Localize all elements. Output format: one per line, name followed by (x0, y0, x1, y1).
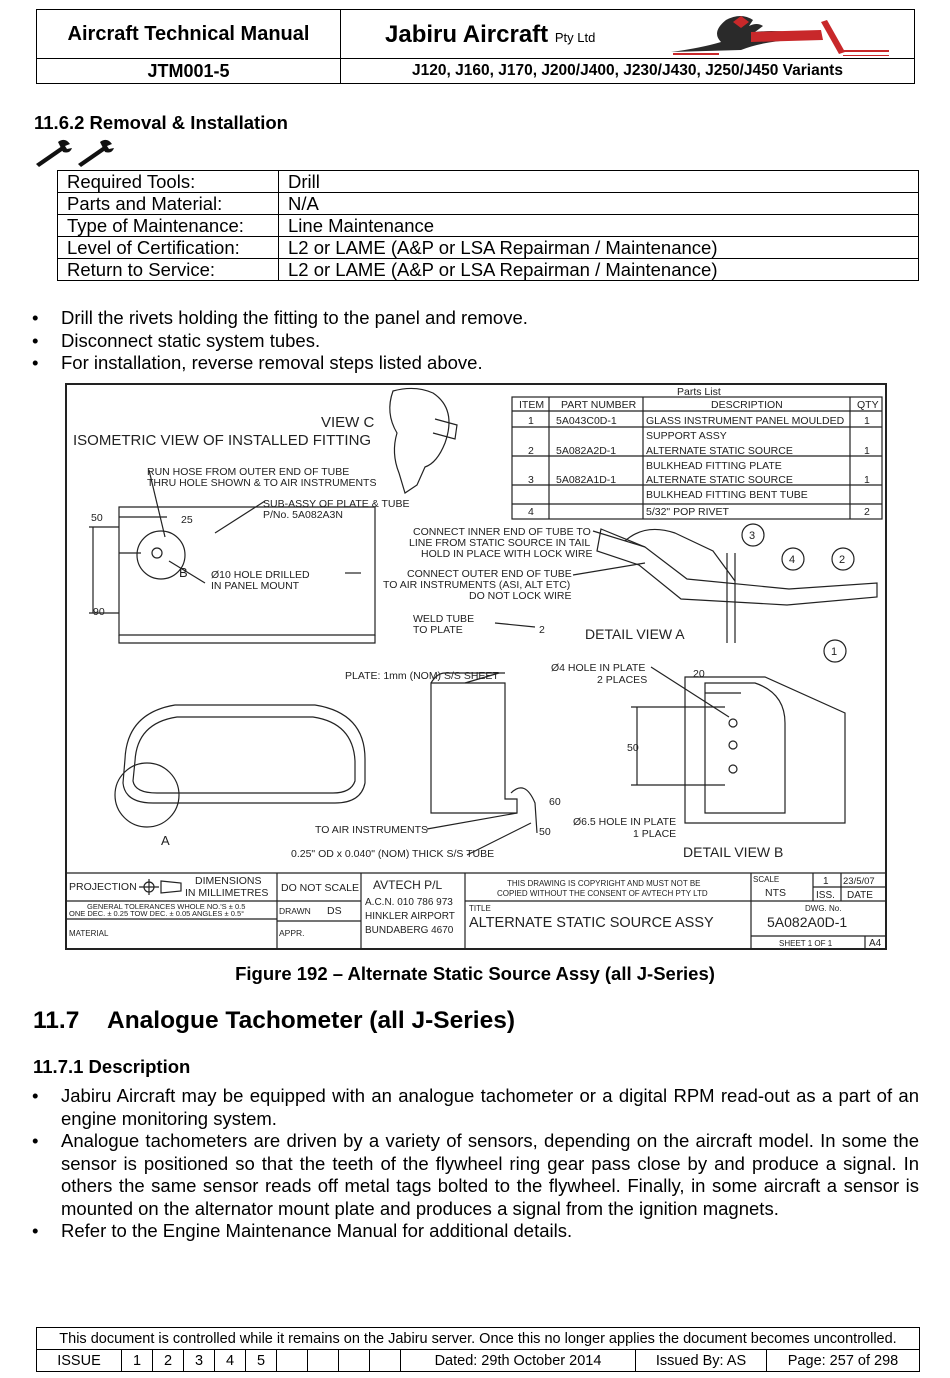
tube-note: 0.25" OD x 0.040" (NOM) THICK S/S TUBE (291, 848, 495, 860)
tb-date: DATE (847, 890, 873, 901)
iso-title: ISOMETRIC VIEW OF INSTALLED FITTING (73, 432, 372, 449)
sub-heading-description: 11.7.1 Description (33, 1056, 191, 1077)
tb-dimensions-2: IN MILLIMETRES (185, 887, 269, 899)
tb-acn: A.C.N. 010 786 973 (365, 897, 453, 908)
tb-scale-label: SCALE (753, 875, 780, 884)
svg-text:3: 3 (749, 530, 756, 542)
tb-title-label: TITLE (469, 904, 491, 913)
view-c-label: VIEW C (321, 414, 375, 431)
dim-50: 50 (91, 512, 103, 524)
tb-projection: PROJECTION (69, 881, 137, 893)
plate-note: PLATE: 1mm (NOM) S/S SHEET (345, 670, 499, 682)
parts-row-desc1: ALTERNATE STATIC SOURCE (646, 445, 793, 457)
tb-dimensions-1: DIMENSIONS (195, 875, 262, 887)
hole4-note-2: 2 PLACES (597, 674, 648, 686)
dim-60: 60 (549, 796, 561, 808)
issue-cell: 5 (246, 1350, 277, 1372)
tb-address-2: BUNDABERG 4670 (365, 925, 454, 936)
tb-copyright-2: COPIED WITHOUT THE CONSENT OF AVTECH PTY LTD (497, 889, 708, 898)
tb-sheet: SHEET 1 OF 1 (779, 939, 833, 948)
section-heading-tachometer: 11.7 Analogue Tachometer (all J-Series) (33, 1007, 515, 1034)
tb-date-value: 23/5/07 (843, 876, 875, 887)
issue-cell (308, 1350, 339, 1372)
tachometer-description (34, 1085, 919, 1243)
manual-title: Aircraft Technical Manual (37, 10, 341, 59)
detail-b-label: DETAIL VIEW B (683, 844, 784, 860)
parts-header-desc: DESCRIPTION (711, 399, 783, 411)
tb-dwg-label: DWG. No. (805, 904, 842, 913)
table-value: L2 or LAME (A&P or LSA Repairman / Maintenance) (279, 237, 919, 259)
document-number: JTM001-5 (37, 59, 341, 84)
parts-row-desc1: ALTERNATE STATIC SOURCE (646, 474, 793, 486)
svg-text:2: 2 (839, 554, 846, 566)
table-value: Line Maintenance (279, 215, 919, 237)
note-sub-2: P/No. 5A082A3N (263, 509, 343, 521)
weld-note-1: WELD TUBE (413, 613, 475, 625)
note-hose-2: THRU HOLE SHOWN & TO AIR INSTRUMENTS (147, 477, 377, 489)
hole65-note-2: 1 PLACE (633, 828, 677, 840)
issue-cell (277, 1350, 308, 1372)
document-header (36, 9, 915, 84)
dated: Dated: 29th October 2014 (401, 1350, 636, 1372)
document-footer (36, 1327, 920, 1372)
section-heading-removal: 11.6.2 Removal & Installation (34, 112, 288, 133)
tb-company: AVTECH P/L (373, 878, 443, 892)
parts-row-part: 5A043C0D-1 (556, 415, 617, 427)
parts-row-item: 4 (528, 506, 534, 518)
table-key: Parts and Material: (58, 193, 279, 215)
parts-row-item: 3 (528, 474, 534, 486)
list-item: • Disconnect static system tubes. (34, 330, 919, 353)
tb-address-1: HINKLER AIRPORT (365, 911, 455, 922)
parts-row-qty: 2 (864, 506, 870, 518)
parts-row-item: 2 (528, 445, 534, 457)
hole-note-2: IN PANEL MOUNT (211, 580, 300, 592)
parts-row-qty: 1 (864, 415, 870, 427)
hole65-note-1: Ø6.5 HOLE IN PLATE (573, 816, 677, 828)
table-row (58, 193, 919, 215)
callout-2: 2 (539, 624, 545, 636)
label-a: A (161, 833, 170, 848)
issued-by: Issued By: AS (636, 1350, 767, 1372)
dim-25: 25 (181, 514, 193, 526)
tb-size: A4 (869, 938, 882, 949)
svg-text:4: 4 (789, 554, 796, 566)
parts-header-qty: QTY (857, 399, 879, 411)
dim-90: 90 (93, 606, 105, 618)
inner-note-2: LINE FROM STATIC SOURCE IN TAIL (409, 537, 591, 549)
parts-row-qty: 1 (864, 445, 870, 457)
engineering-drawing (65, 383, 887, 950)
issue-cell: 4 (215, 1350, 246, 1372)
parts-row-part: 5A082A1D-1 (556, 474, 617, 486)
parts-row-desc1: 5/32" POP RIVET (646, 506, 729, 518)
weld-note-2: TO PLATE (413, 624, 463, 636)
note-sub-1: SUB-ASSY OF PLATE & TUBE (263, 498, 410, 510)
tb-appr: APPR. (279, 928, 305, 938)
list-item: • Jabiru Aircraft may be equipped with an analogue tachometer or a digital RPM read-out as a part of an engine monitoring system. (34, 1085, 919, 1130)
tb-tolerances-1: GENERAL TOLERANCES WHOLE NO.'S ± 0.5 (87, 902, 246, 911)
svg-text:1: 1 (831, 646, 838, 658)
tb-material: MATERIAL (69, 929, 109, 938)
table-value: L2 or LAME (A&P or LSA Repairman / Maintenance) (279, 259, 919, 281)
control-note: This document is controlled while it remains on the Jabiru server. Once this no longer applies the document becomes uncontrolled. (37, 1328, 920, 1350)
tools-table (57, 170, 919, 281)
tb-drawn-by: DS (327, 905, 342, 917)
tb-title: ALTERNATE STATIC SOURCE ASSY (469, 915, 714, 931)
parts-row-part: 5A082A2D-1 (556, 445, 617, 457)
note-hose-1: RUN HOSE FROM OUTER END OF TUBE (147, 466, 350, 478)
variants: J120, J160, J170, J200/J400, J230/J430, J250/J450 Variants (341, 59, 915, 84)
list-item: • Refer to the Engine Maintenance Manual for additional details. (34, 1220, 919, 1243)
table-row (58, 171, 919, 193)
parts-header-part: PART NUMBER (561, 399, 637, 411)
table-row (58, 237, 919, 259)
issue-cell: 3 (184, 1350, 215, 1372)
table-key: Return to Service: (58, 259, 279, 281)
table-value: Drill (279, 171, 919, 193)
tb-copyright-1: THIS DRAWING IS COPYRIGHT AND MUST NOT BE (507, 879, 701, 888)
table-key: Level of Certification: (58, 237, 279, 259)
issue-cell: 2 (153, 1350, 184, 1372)
tb-drawn: DRAWN (279, 906, 311, 916)
table-row (58, 259, 919, 281)
parts-row-desc1: GLASS INSTRUMENT PANEL MOULDED (646, 415, 845, 427)
dim-20: 20 (693, 668, 705, 680)
tb-iss-value: 1 (823, 876, 829, 887)
removal-steps (34, 307, 919, 375)
spanner-icon (34, 138, 116, 170)
detail-a-label: DETAIL VIEW A (585, 626, 685, 642)
outer-note-1: CONNECT OUTER END OF TUBE (407, 568, 572, 580)
list-item: • Analogue tachometers are driven by a variety of sensors, depending on the aircraft model. In some the sensor is positioned so that the teeth of the flywheel ring gear pass close by and produce a signal. In others the same sensor reads off metal tags bolted to the flywheel. Finally, in some aircraft a sensor is mounted on the alternator mount plate and produces a signal from the ignition magnets. (34, 1130, 919, 1220)
issue-cell (370, 1350, 401, 1372)
to-air-note: TO AIR INSTRUMENTS (315, 824, 428, 836)
inner-note-1: CONNECT INNER END OF TUBE TO (413, 526, 591, 538)
issue-cell (339, 1350, 370, 1372)
tb-do-not-scale: DO NOT SCALE (281, 882, 359, 894)
label-b: B (179, 565, 188, 580)
issue-label: ISSUE (37, 1350, 122, 1372)
jabiru-logo (671, 12, 891, 58)
hole4-note-1: Ø4 HOLE IN PLATE (551, 662, 646, 674)
hole-note-1: Ø10 HOLE DRILLED (211, 569, 310, 581)
table-value: N/A (279, 193, 919, 215)
dim-50-plate: 50 (539, 826, 551, 838)
list-item: • Drill the rivets holding the fitting to the panel and remove. (34, 307, 919, 330)
brand-cell (341, 10, 915, 59)
outer-note-3: DO NOT LOCK WIRE (469, 590, 572, 602)
outer-note-2: TO AIR INSTRUMENTS (ASI, ALT ETC) (383, 579, 571, 591)
figure-caption: Figure 192 – Alternate Static Source Assy (all J-Series) (235, 963, 715, 984)
table-key: Type of Maintenance: (58, 215, 279, 237)
parts-row-desc2: BULKHEAD FITTING PLATE (646, 460, 782, 472)
brand-name: Jabiru Aircraft Pty Ltd (385, 21, 596, 48)
tb-scale: NTS (765, 887, 786, 899)
parts-row-item: 1 (528, 415, 534, 427)
dim-50-detail-b: 50 (627, 742, 639, 754)
table-key: Required Tools: (58, 171, 279, 193)
tb-dwg: 5A082A0D-1 (767, 914, 848, 930)
parts-row-desc2: BULKHEAD FITTING BENT TUBE (646, 489, 808, 501)
issue-cell: 1 (122, 1350, 153, 1372)
parts-list-title: Parts List (677, 386, 721, 398)
parts-row-qty: 1 (864, 474, 870, 486)
tb-tolerances-2: ONE DEC. ± 0.25 TOW DEC. ± 0.05 ANGLES ± 0.5° (69, 909, 245, 918)
inner-note-3: HOLD IN PLACE WITH LOCK WIRE (421, 548, 593, 560)
parts-header-item: ITEM (519, 399, 545, 411)
table-row (58, 215, 919, 237)
page-number: Page: 257 of 298 (767, 1350, 920, 1372)
parts-row-desc2: SUPPORT ASSY (646, 430, 727, 442)
tb-iss: ISS. (816, 890, 835, 901)
list-item: • For installation, reverse removal steps listed above. (34, 352, 919, 375)
